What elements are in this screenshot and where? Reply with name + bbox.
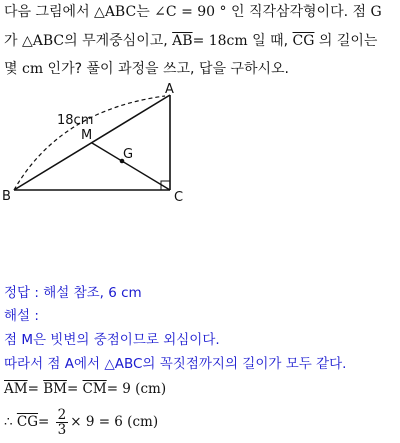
question-text: 가 [4,33,22,49]
point-g: G [370,4,382,20]
question-text: 는 [136,4,155,20]
answer-line-4: 따라서 점 A에서 △ABC의 꼭짓점까지의 길이가 모두 같다. [4,356,347,372]
question-text: 의 무게중심이고, [64,33,173,49]
equals: = [27,381,44,397]
label-m: M [81,128,93,143]
segment-cm: $\overline{CM}$ [82,381,107,397]
fraction-numerator: 2 [57,407,67,423]
answer-line-5 [4,380,166,398]
segment-bm: $\overline{BM}$ [43,381,67,397]
segment-value: = 9 (cm) [106,381,167,397]
segment-ab-length: = 18cm [192,33,248,49]
answer-line-1: 정답 : 해설 참조, 6 cm [4,285,142,301]
answer-line-6 [4,408,158,437]
question-text: 일 때, [247,33,293,49]
therefore-symbol: ∴ [4,414,17,430]
segment-cg: $\overline{CG}$ [292,33,315,49]
question-line-3 [4,59,289,79]
triangle-figure [0,78,400,208]
fraction-two-thirds [56,408,69,437]
label-g: G [123,147,134,162]
fraction-denominator: 3 [57,422,67,438]
question-line-2 [4,31,377,51]
question-text: 인가? 풀이 과정을 쓰고, 답을 구하시오. [43,61,290,77]
question-text: 몇 [4,61,22,77]
question-text: 의 길이는 [314,33,378,49]
label-a: A [165,82,174,97]
segment-ab: $\overline{AB}$ [172,33,193,49]
cg-result: × 9 = 6 (cm) [70,414,159,430]
segment-cg: $\overline{CG}$ [16,414,39,430]
answer-line-2: 해설 : [4,308,39,324]
label-c: C [174,190,184,205]
angle-condition: ∠C = 90 ° [154,4,227,20]
length-label: 18cm [57,113,94,128]
segment-am: $\overline{AM}$ [4,381,28,397]
triangle-symbol: △ABC [94,4,137,20]
triangle-symbol: △ABC [21,33,65,49]
question-line-1 [4,2,382,22]
unit-cm: cm [21,61,44,77]
label-b: B [2,189,11,204]
answer-line-3: 점 M은 빗변의 중점이므로 외심이다. [4,332,220,348]
equals: = [38,414,54,430]
equals: = [66,381,83,397]
question-text: 다음 그림에서 [4,4,95,20]
question-text: 인 직각삼각형이다. 점 [226,4,371,20]
